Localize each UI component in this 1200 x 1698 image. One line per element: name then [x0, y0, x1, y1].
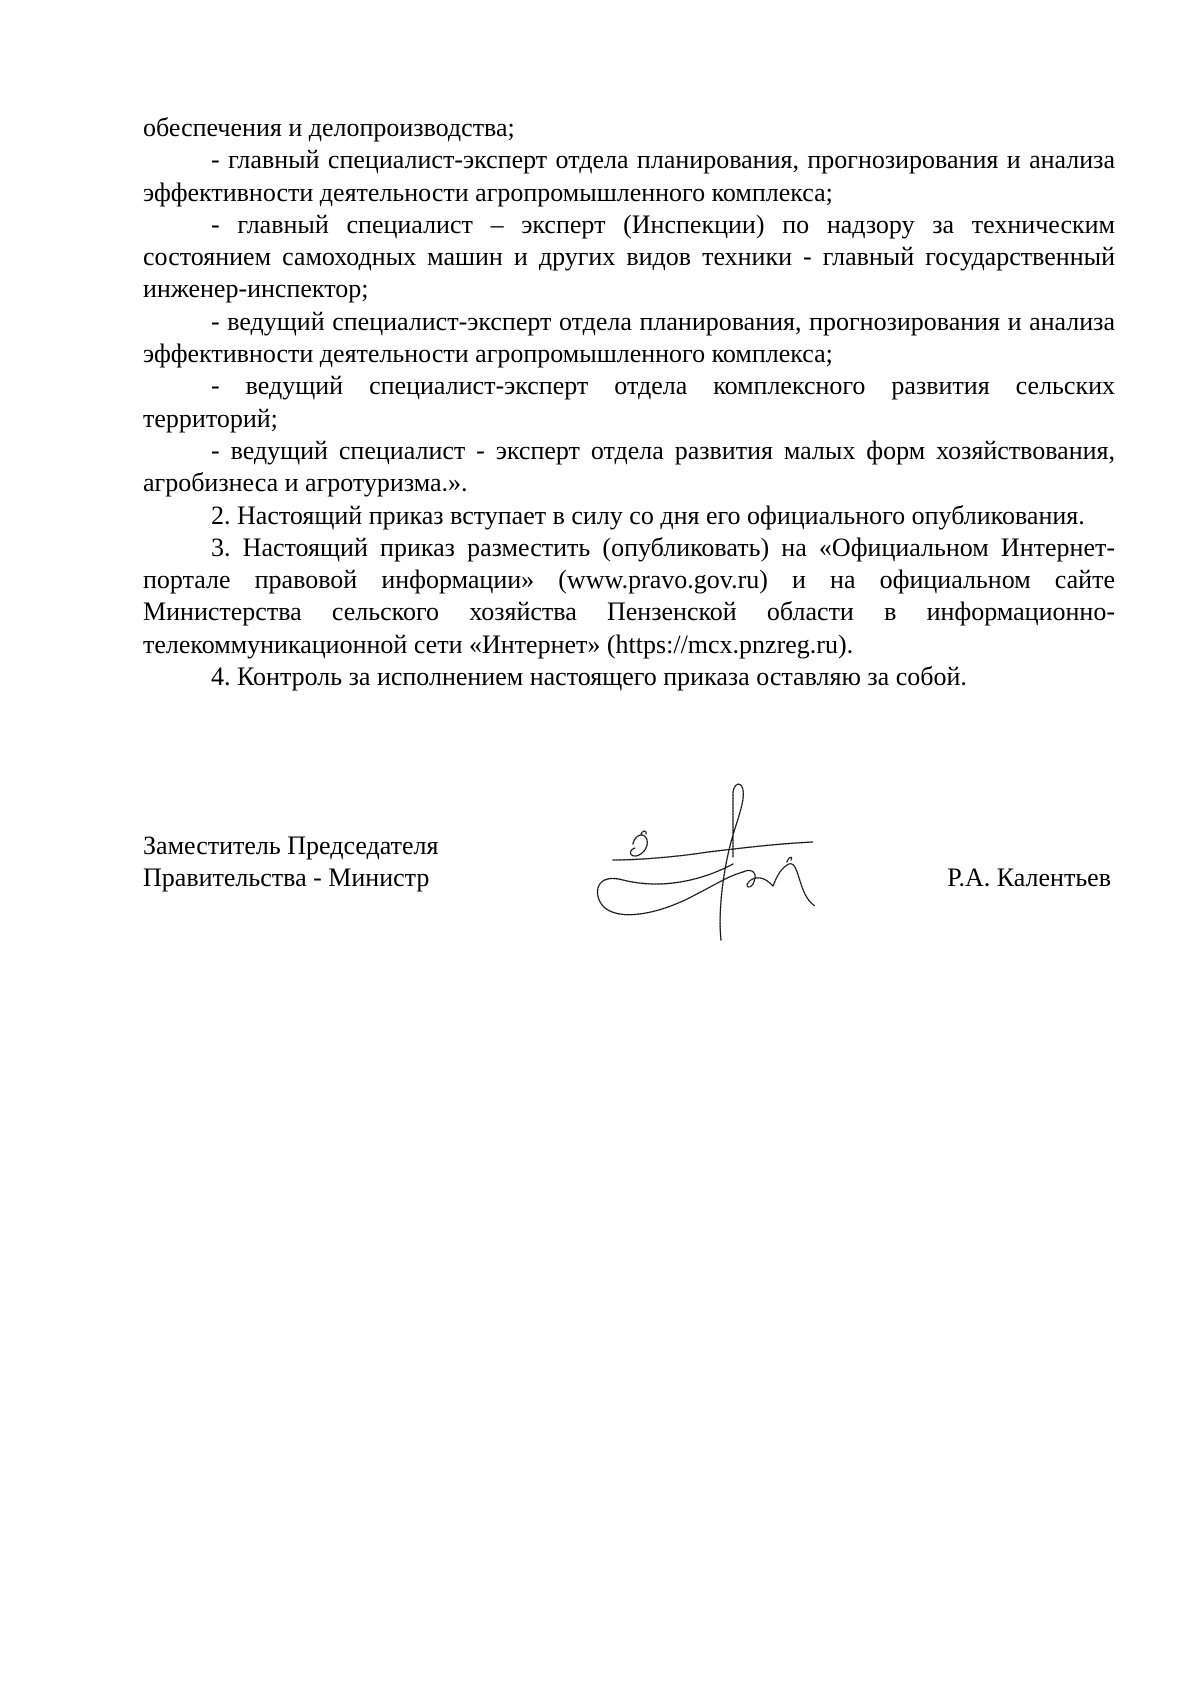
handwritten-signature [583, 772, 823, 962]
signatory-position [143, 830, 438, 895]
paragraph-continuation: обеспечения и делопроизводства; [143, 113, 515, 142]
document-body [143, 112, 1115, 693]
signatory-position-line-2: Правительства - Министр [143, 863, 430, 893]
list-item-leading-specialist-rural: - ведущий специалист-эксперт отдела комплексного развития сельских территорий; [143, 371, 1115, 433]
clause-4-control: 4. Контроль за исполнением настоящего приказа оставляю за собой. [211, 662, 967, 692]
signature-block [143, 830, 1115, 960]
list-item-chief-specialist-inspection: - главный специалист – эксперт (Инспекции) по надзору за техническим состоянием самоходных машин и других видов техники - главный государственный инженер-инспектор; [143, 209, 1115, 304]
list-item-leading-specialist-planning: - ведущий специалист-эксперт отдела планирования, прогнозирования и анализа эффективности деятельности агропромышленного комплекса; [143, 306, 1115, 369]
signatory-position-line-1: Заместитель Председателя [143, 831, 439, 860]
clause-3-publication: 3. Настоящий приказ разместить (опубликовать) на «Официальном Интернет-портале правовой информации» (www.pravo.gov.ru) и на официальном сайте Министерства сельского хозяйства Пензенской области в информационно-телекоммуникационной сети «Интернет» (https://mcx.pnzreg.ru). [143, 532, 1115, 659]
signatory-name: Р.А. Калентьев [947, 863, 1111, 892]
clause-2-effective-date: 2. Настоящий приказ вступает в силу со дня его официального опубликования. [211, 500, 1085, 530]
list-item-leading-specialist-small-business: - ведущий специалист - эксперт отдела развития малых форм хозяйствования, агробизнеса и агротуризма.». [143, 435, 1115, 498]
list-item-chief-specialist-planning: - главный специалист-эксперт отдела планирования, прогнозирования и анализа эффективности деятельности агропромышленного комплекса; [143, 145, 1115, 207]
